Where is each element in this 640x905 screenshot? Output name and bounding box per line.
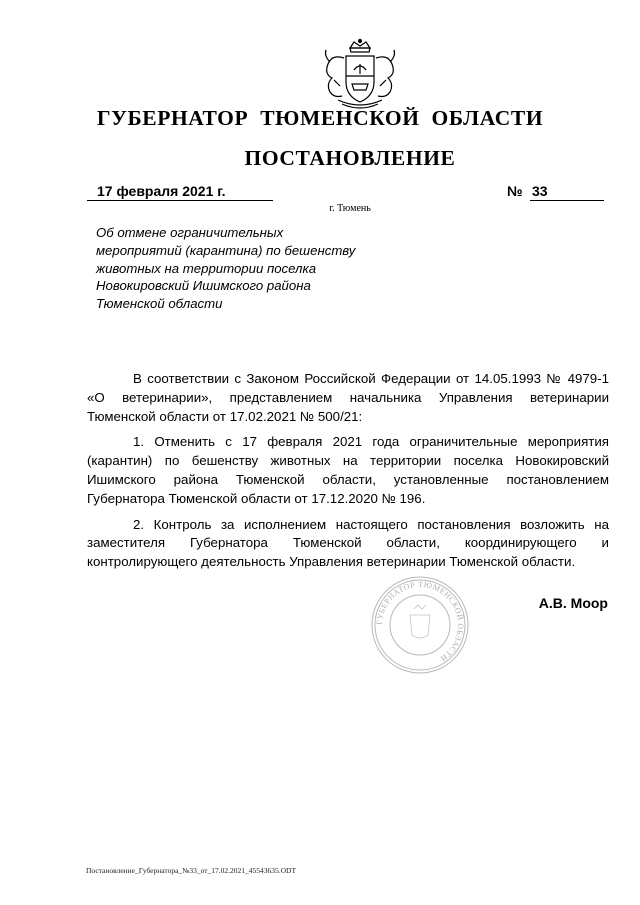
official-seal-icon <box>370 575 470 675</box>
document-number: 33 <box>530 182 604 201</box>
body-paragraph: 1. Отменить с 17 февраля 2021 года ограничительные мероприятия (карантин) по бешенству животных на территории поселка Новокировский Ишимского района Тюменской области, установленные постановлением Губернатора Тюменской области от 17.12.2020 № 196. <box>87 434 609 506</box>
signatory-name: А.В. Моор <box>538 595 608 611</box>
authority-title: ГУБЕРНАТОР ТЮМЕНСКОЙ ОБЛАСТИ <box>96 106 544 130</box>
body-paragraph: 2. Контроль за исполнением настоящего постановления возложить на заместителя Губернатора Тюменской области, координирующего и контролирующего деятельность Управления ветеринарии Тюменской области. <box>87 516 609 570</box>
document-date: 17 февраля 2021 г. <box>87 182 273 201</box>
document-place: г. Тюмень <box>329 203 371 214</box>
seal-text: ГУБЕРНАТОР ТЮМЕНСКОЙ ОБЛАСТИ <box>374 579 466 664</box>
coat-of-arms-icon <box>316 38 404 114</box>
body-paragraph: В соответствии с Законом Российской Федерации от 14.05.1993 № 4979-1 «О ветеринарии», представлением начальника Управления ветеринарии Тюменской области от 17.02.2021 № 500/21: <box>87 371 609 424</box>
document-type: ПОСТАНОВЛЕНИЕ <box>244 146 456 170</box>
file-footer: Постановление_Губернатора_№33_от_17.02.2021_45543635.ODT <box>86 866 297 875</box>
document-body <box>87 370 609 579</box>
document-number-field <box>507 182 604 201</box>
document-subject: Об отмене ограничительных мероприятий (карантина) по бешенству животных на территории поселка Новокировский Ишимского района Тюменской области <box>96 225 356 312</box>
number-sign: № <box>507 183 523 199</box>
